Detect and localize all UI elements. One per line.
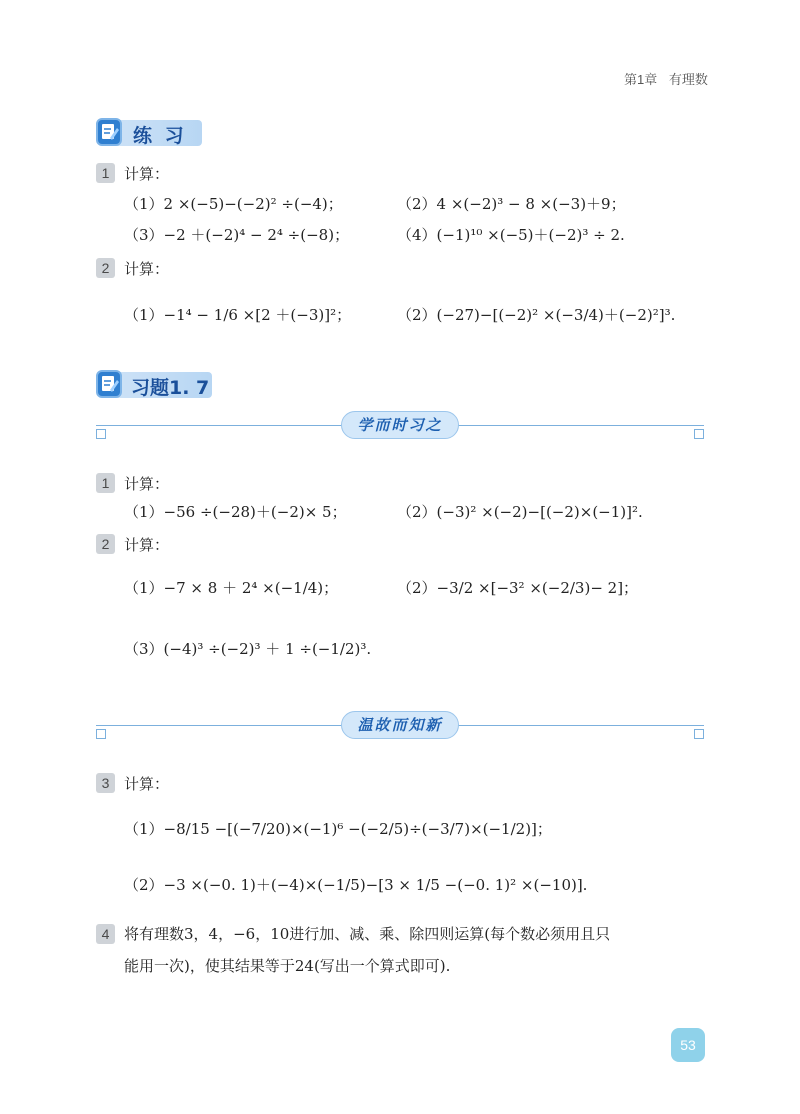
word-problem <box>124 918 724 982</box>
exercises-title: 习题1. 7 <box>131 377 210 399</box>
practice-title: 练 习 <box>133 125 187 147</box>
problem-number: 1 <box>96 473 115 493</box>
page-number: 53 <box>671 1028 705 1062</box>
chapter-title: 有理数 <box>668 72 708 87</box>
expression: （2）(−27)−[(−2)² ×(−3/4)＋(−2)²]³. <box>397 306 676 324</box>
word-problem-line: 将有理数3，4，−6，10进行加、减、乘、除四则运算(每个数必须用且只 <box>124 925 611 943</box>
expression: （4）(−1)¹⁰ ×(−5)＋(−2)³ ÷ 2. <box>397 226 625 244</box>
problem-label: 计算： <box>124 536 170 554</box>
problem-number: 4 <box>96 924 115 944</box>
problem-number: 1 <box>96 163 115 183</box>
running-header <box>624 69 708 88</box>
expression: （1）−8/15 −[(−7/20)×(−1)⁶ −(−2/5)÷(−3/7)×(−1/2)]； <box>124 820 552 838</box>
word-problem-line: 能用一次)，使其结果等于24(写出一个算式即可). <box>124 957 451 975</box>
pencil-note-icon <box>96 118 122 146</box>
problem-number: 2 <box>96 258 115 278</box>
corner-ornament <box>694 729 704 739</box>
problem-number: 2 <box>96 534 115 554</box>
expression: （2）4 ×(−2)³ − 8 ×(−3)＋9； <box>397 195 626 213</box>
expression: （2）(−3)² ×(−2)−[(−2)×(−1)]². <box>397 503 643 521</box>
corner-ornament <box>694 429 704 439</box>
expression: （1）−56 ÷(−28)＋(−2)× 5； <box>124 503 347 521</box>
problem-label: 计算： <box>124 260 170 278</box>
problem-label: 计算： <box>124 775 170 793</box>
problem-number: 3 <box>96 773 115 793</box>
corner-ornament <box>96 429 106 439</box>
corner-ornament <box>96 729 106 739</box>
expression: （2）−3 ×(−0. 1)＋(−4)×(−1/5)−[3 × 1/5 −(−0. 1)² ×(−10)]. <box>124 876 588 894</box>
expression: （1）2 ×(−5)−(−2)² ÷(−4)； <box>124 195 343 213</box>
expression: （3）−2 ＋(−2)⁴ − 2⁴ ÷(−8)； <box>124 226 350 244</box>
section-banner: 学而时习之 <box>341 411 459 439</box>
problem-label: 计算： <box>124 165 170 183</box>
expression: （1）−7 × 8 ＋ 2⁴ ×(−1/4)； <box>124 579 339 597</box>
problem-label: 计算： <box>124 475 170 493</box>
chapter-label: 第1章 <box>624 72 658 87</box>
expression: （2）−3/2 ×[−3² ×(−2/3)− 2]； <box>397 579 639 597</box>
section-banner: 温故而知新 <box>341 711 459 739</box>
pencil-note-icon <box>96 370 122 398</box>
expression: （1）−1⁴ − 1/6 ×[2 ＋(−3)]²； <box>124 306 352 324</box>
expression: （3）(−4)³ ÷(−2)³ ＋ 1 ÷(−1/2)³. <box>124 640 372 658</box>
